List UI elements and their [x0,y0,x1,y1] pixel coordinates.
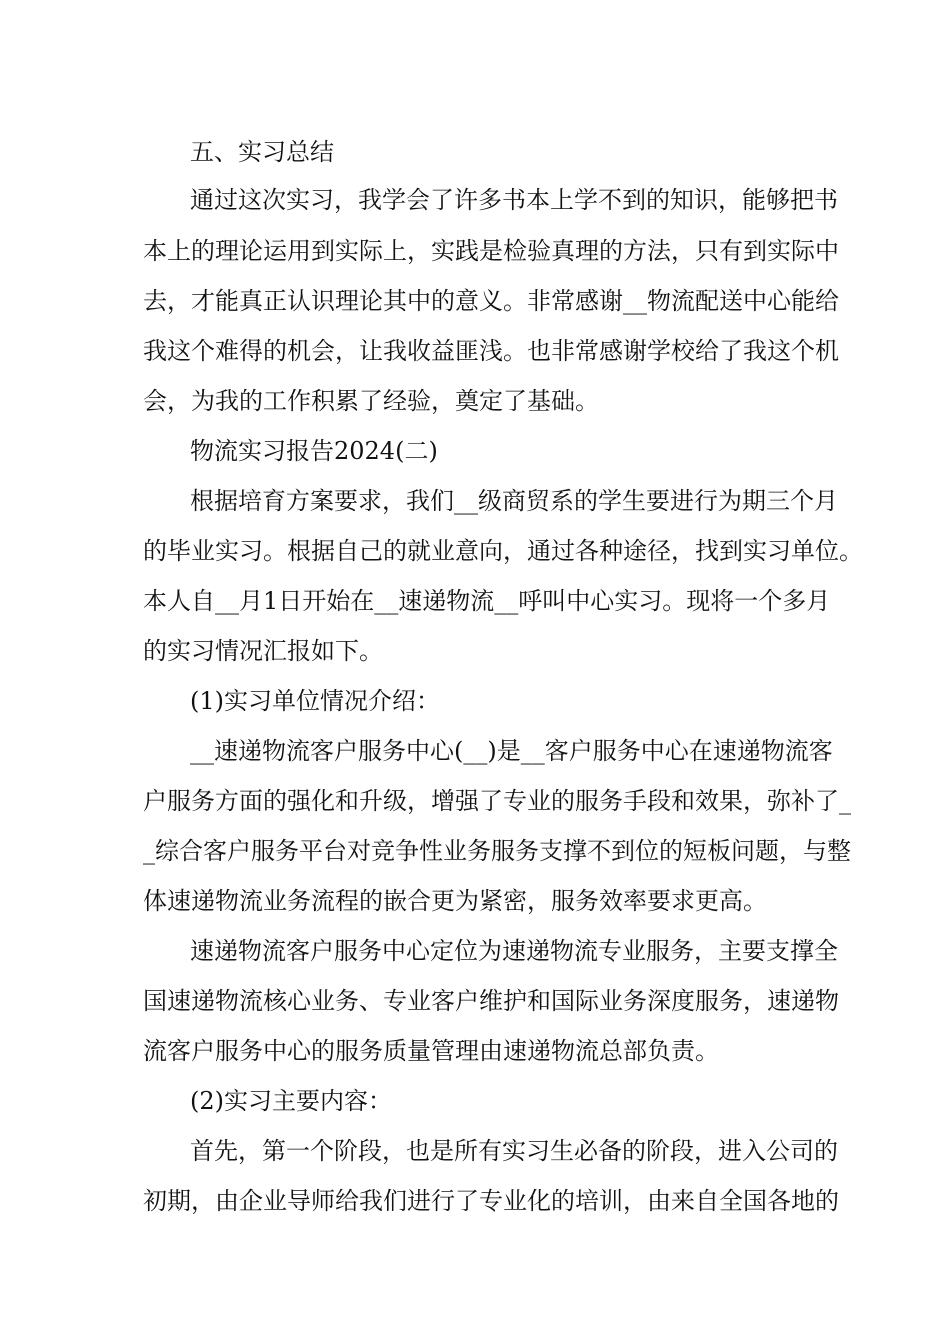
paragraph-line: 本上的理论运用到实际上，实践是检验真理的方法，只有到实际中 [143,237,839,265]
section-heading: 五、实习总结 [190,138,334,166]
paragraph-line: 速递物流客户服务中心定位为速递物流专业服务，主要支撑全 [190,937,838,965]
report-title: 物流实习报告2024(二) [190,437,438,465]
paragraph-line: 去，才能真正认识理论其中的意义。非常感谢__物流配送中心能给 [143,287,839,315]
paragraph-line: 通过这次实习，我学会了许多书本上学不到的知识，能够把书 [190,186,838,214]
paragraph-line: 我这个难得的机会，让我收益匪浅。也非常感谢学校给了我这个机 [143,337,839,365]
paragraph-line: __速递物流客户服务中心(__)是__客户服务中心在速递物流客 [190,737,833,765]
paragraph-line: 初期，由企业导师给我们进行了专业化的培训，由来自全国各地的 [143,1187,839,1215]
paragraph-line: 首先，第一个阶段，也是所有实习生必备的阶段，进入公司的 [190,1137,838,1165]
paragraph-line: 会，为我的工作积累了经验，奠定了基础。 [143,387,599,415]
paragraph-line: 本人自__月1日开始在__速递物流__呼叫中心实习。现将一个多月 [143,587,831,615]
paragraph-line: 流客户服务中心的服务质量管理由速递物流总部负责。 [143,1037,719,1065]
paragraph-line: _综合客户服务平台对竞争性业务服务支撑不到位的短板问题，与整 [143,837,851,865]
paragraph-line: 的毕业实习。根据自己的就业意向，通过各种途径，找到实习单位。 [143,537,863,565]
section-heading: (1)实习单位情况介绍： [190,687,440,715]
paragraph-line: 体速递物流业务流程的嵌合更为紧密，服务效率要求更高。 [143,887,767,915]
paragraph-line: 户服务方面的强化和升级，增强了专业的服务手段和效果，弥补了_ [143,787,851,815]
paragraph-line: 国速递物流核心业务、专业客户维护和国际业务深度服务，速递物 [143,987,839,1015]
paragraph-line: 的实习情况汇报如下。 [143,637,383,665]
section-heading: (2)实习主要内容： [190,1087,392,1115]
paragraph-line: 根据培育方案要求，我们__级商贸系的学生要进行为期三个月 [190,487,838,515]
